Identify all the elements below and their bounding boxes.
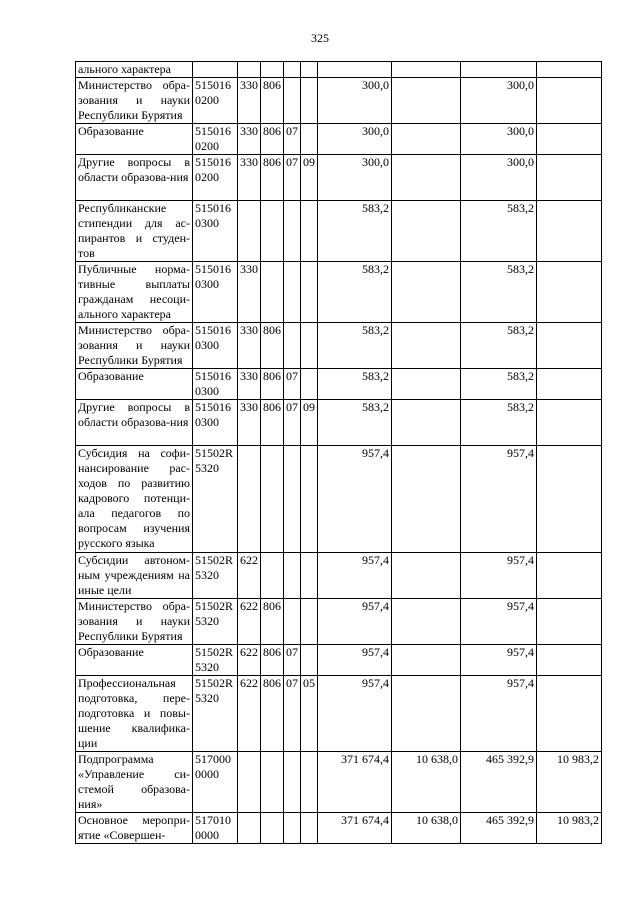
row-code: 51502R 5320 bbox=[193, 599, 238, 645]
row-value-3: 957,4 bbox=[461, 553, 537, 599]
row-value-3: 583,2 bbox=[461, 262, 537, 323]
row-value-3: 465 392,9 bbox=[461, 752, 537, 813]
row-value-4 bbox=[537, 262, 602, 323]
row-value-1: 583,2 bbox=[318, 323, 392, 369]
row-value-2 bbox=[392, 446, 461, 553]
row-code-3: 622 bbox=[238, 599, 261, 645]
row-value-2: 10 638,0 bbox=[392, 752, 461, 813]
row-code-4: 806 bbox=[261, 323, 284, 369]
row-code-4: 806 bbox=[261, 369, 284, 400]
row-name: Образование bbox=[76, 369, 193, 400]
row-subsection bbox=[301, 78, 318, 124]
row-section bbox=[284, 323, 301, 369]
row-value-1: 957,4 bbox=[318, 676, 392, 752]
row-section: 07 bbox=[284, 400, 301, 446]
row-value-1: 957,4 bbox=[318, 446, 392, 553]
row-value-1: 300,0 bbox=[318, 155, 392, 201]
row-subsection bbox=[301, 645, 318, 676]
row-value-4: 10 983,2 bbox=[537, 813, 602, 844]
row-value-3: 465 392,9 bbox=[461, 813, 537, 844]
row-value-1: 300,0 bbox=[318, 124, 392, 155]
row-value-2 bbox=[392, 78, 461, 124]
row-code: 515016 0300 bbox=[193, 400, 238, 446]
row-code: 515016 0300 bbox=[193, 323, 238, 369]
table-row bbox=[76, 78, 602, 124]
row-code-4 bbox=[261, 62, 284, 78]
row-subsection bbox=[301, 752, 318, 813]
row-subsection: 09 bbox=[301, 400, 318, 446]
row-code-3: 330 bbox=[238, 262, 261, 323]
row-name: Субсидии автоном-ным учреждениям на иные цели bbox=[76, 553, 193, 599]
row-code: 515016 0300 bbox=[193, 369, 238, 400]
row-value-3: 300,0 bbox=[461, 124, 537, 155]
row-name: Министерство обра-зования и науки Республики Бурятия bbox=[76, 323, 193, 369]
row-value-3: 300,0 bbox=[461, 78, 537, 124]
table-row bbox=[76, 323, 602, 369]
row-code-4: 806 bbox=[261, 645, 284, 676]
row-value-1: 371 674,4 bbox=[318, 813, 392, 844]
row-name: Субсидия на софи-нансирование рас-ходов по развитию кадрового потенци-ала педагогов по вопросам изучения русского языка bbox=[76, 446, 193, 553]
row-code-3: 330 bbox=[238, 155, 261, 201]
row-value-4 bbox=[537, 124, 602, 155]
row-section: 07 bbox=[284, 155, 301, 201]
row-subsection bbox=[301, 323, 318, 369]
row-value-1: 583,2 bbox=[318, 262, 392, 323]
table-row bbox=[76, 400, 602, 446]
row-name: Другие вопросы в области образова-ния bbox=[76, 400, 193, 446]
row-name: Образование bbox=[76, 645, 193, 676]
row-value-2 bbox=[392, 262, 461, 323]
row-code: 517000 0000 bbox=[193, 752, 238, 813]
row-value-1: 300,0 bbox=[318, 78, 392, 124]
row-value-3: 583,2 bbox=[461, 369, 537, 400]
table-body bbox=[76, 62, 602, 844]
row-code-4: 806 bbox=[261, 155, 284, 201]
row-code-4: 806 bbox=[261, 78, 284, 124]
row-code-3 bbox=[238, 752, 261, 813]
row-value-4 bbox=[537, 155, 602, 201]
row-section bbox=[284, 78, 301, 124]
row-code-4 bbox=[261, 813, 284, 844]
row-section: 07 bbox=[284, 369, 301, 400]
row-value-2 bbox=[392, 124, 461, 155]
table-row bbox=[76, 645, 602, 676]
row-value-2 bbox=[392, 201, 461, 262]
row-code-3: 330 bbox=[238, 400, 261, 446]
row-value-3: 957,4 bbox=[461, 446, 537, 553]
row-value-4 bbox=[537, 446, 602, 553]
row-code-4: 806 bbox=[261, 676, 284, 752]
page-number: 325 bbox=[311, 31, 329, 45]
row-name: Профессиональная подготовка, пере-подготовка и повы-шение квалифика-ции bbox=[76, 676, 193, 752]
row-code-3: 330 bbox=[238, 369, 261, 400]
row-subsection: 05 bbox=[301, 676, 318, 752]
row-code-4 bbox=[261, 752, 284, 813]
row-value-4 bbox=[537, 599, 602, 645]
row-value-1: 957,4 bbox=[318, 599, 392, 645]
row-code: 515016 0300 bbox=[193, 201, 238, 262]
table-row bbox=[76, 62, 602, 78]
row-section bbox=[284, 752, 301, 813]
row-name: ального характера bbox=[76, 62, 193, 78]
row-code-3: 622 bbox=[238, 645, 261, 676]
row-code bbox=[193, 62, 238, 78]
row-subsection bbox=[301, 262, 318, 323]
row-code: 515016 0200 bbox=[193, 155, 238, 201]
row-value-3: 300,0 bbox=[461, 155, 537, 201]
row-code-3: 330 bbox=[238, 124, 261, 155]
row-code: 51502R 5320 bbox=[193, 553, 238, 599]
row-value-3 bbox=[461, 62, 537, 78]
row-value-2 bbox=[392, 155, 461, 201]
row-code-3 bbox=[238, 62, 261, 78]
row-section: 07 bbox=[284, 676, 301, 752]
table-row bbox=[76, 813, 602, 844]
row-name: Другие вопросы в области образова-ния bbox=[76, 155, 193, 201]
row-value-2 bbox=[392, 676, 461, 752]
row-value-4 bbox=[537, 676, 602, 752]
row-code-3: 330 bbox=[238, 78, 261, 124]
row-value-4 bbox=[537, 369, 602, 400]
row-code-3 bbox=[238, 446, 261, 553]
row-name: Подпрограмма «Управление си-стемой образова-ния» bbox=[76, 752, 193, 813]
row-value-3: 583,2 bbox=[461, 323, 537, 369]
row-value-3: 583,2 bbox=[461, 400, 537, 446]
row-value-2 bbox=[392, 599, 461, 645]
row-code: 51502R 5320 bbox=[193, 645, 238, 676]
row-section bbox=[284, 813, 301, 844]
row-code: 51502R 5320 bbox=[193, 676, 238, 752]
row-section bbox=[284, 262, 301, 323]
row-code-3 bbox=[238, 201, 261, 262]
row-value-4 bbox=[537, 553, 602, 599]
row-code: 517010 0000 bbox=[193, 813, 238, 844]
table-row bbox=[76, 599, 602, 645]
row-value-1: 371 674,4 bbox=[318, 752, 392, 813]
row-value-2 bbox=[392, 400, 461, 446]
row-section bbox=[284, 553, 301, 599]
row-subsection bbox=[301, 599, 318, 645]
row-value-4 bbox=[537, 78, 602, 124]
row-subsection: 09 bbox=[301, 155, 318, 201]
budget-table bbox=[75, 61, 602, 844]
row-section bbox=[284, 446, 301, 553]
row-value-2 bbox=[392, 369, 461, 400]
row-code: 515016 0200 bbox=[193, 124, 238, 155]
row-name: Министерство обра-зования и науки Республики Бурятия bbox=[76, 78, 193, 124]
row-value-3: 583,2 bbox=[461, 201, 537, 262]
row-name: Республиканские стипендии для ас-пирантов и студен-тов bbox=[76, 201, 193, 262]
row-section bbox=[284, 62, 301, 78]
row-code-4 bbox=[261, 201, 284, 262]
row-code-3: 330 bbox=[238, 323, 261, 369]
row-value-1: 583,2 bbox=[318, 201, 392, 262]
row-subsection bbox=[301, 369, 318, 400]
row-value-3: 957,4 bbox=[461, 676, 537, 752]
table-row bbox=[76, 201, 602, 262]
row-value-1: 957,4 bbox=[318, 553, 392, 599]
row-value-4 bbox=[537, 62, 602, 78]
row-value-1 bbox=[318, 62, 392, 78]
row-code-4: 806 bbox=[261, 400, 284, 446]
row-code-4 bbox=[261, 553, 284, 599]
row-code-4 bbox=[261, 262, 284, 323]
row-section bbox=[284, 599, 301, 645]
row-code-3: 622 bbox=[238, 553, 261, 599]
row-section bbox=[284, 201, 301, 262]
row-code: 515016 0300 bbox=[193, 262, 238, 323]
row-section: 07 bbox=[284, 124, 301, 155]
table-row bbox=[76, 446, 602, 553]
row-value-2 bbox=[392, 62, 461, 78]
row-subsection bbox=[301, 201, 318, 262]
row-value-2 bbox=[392, 553, 461, 599]
table-row bbox=[76, 155, 602, 201]
table-row bbox=[76, 369, 602, 400]
row-subsection bbox=[301, 813, 318, 844]
row-name: Публичные норма-тивные выплаты гражданам несоци-ального характера bbox=[76, 262, 193, 323]
row-code: 515016 0200 bbox=[193, 78, 238, 124]
row-name: Образование bbox=[76, 124, 193, 155]
row-name: Министерство обра-зования и науки Республики Бурятия bbox=[76, 599, 193, 645]
row-section: 07 bbox=[284, 645, 301, 676]
row-value-4 bbox=[537, 645, 602, 676]
row-value-4 bbox=[537, 201, 602, 262]
row-code: 51502R 5320 bbox=[193, 446, 238, 553]
row-value-4 bbox=[537, 400, 602, 446]
row-value-2 bbox=[392, 645, 461, 676]
row-value-4: 10 983,2 bbox=[537, 752, 602, 813]
row-subsection bbox=[301, 553, 318, 599]
row-value-3: 957,4 bbox=[461, 645, 537, 676]
row-code-3 bbox=[238, 813, 261, 844]
row-value-1: 583,2 bbox=[318, 369, 392, 400]
row-name: Основное меропри-ятие «Совершен- bbox=[76, 813, 193, 844]
row-value-1: 957,4 bbox=[318, 645, 392, 676]
row-value-3: 957,4 bbox=[461, 599, 537, 645]
table-row bbox=[76, 124, 602, 155]
table-row bbox=[76, 262, 602, 323]
row-code-4: 806 bbox=[261, 599, 284, 645]
table-row bbox=[76, 553, 602, 599]
table-row bbox=[76, 676, 602, 752]
row-subsection bbox=[301, 124, 318, 155]
row-code-3: 622 bbox=[238, 676, 261, 752]
row-subsection bbox=[301, 62, 318, 78]
row-value-1: 583,2 bbox=[318, 400, 392, 446]
row-code-4 bbox=[261, 446, 284, 553]
row-code-4: 806 bbox=[261, 124, 284, 155]
row-value-2: 10 638,0 bbox=[392, 813, 461, 844]
row-value-4 bbox=[537, 323, 602, 369]
row-subsection bbox=[301, 446, 318, 553]
row-value-2 bbox=[392, 323, 461, 369]
table-row bbox=[76, 752, 602, 813]
